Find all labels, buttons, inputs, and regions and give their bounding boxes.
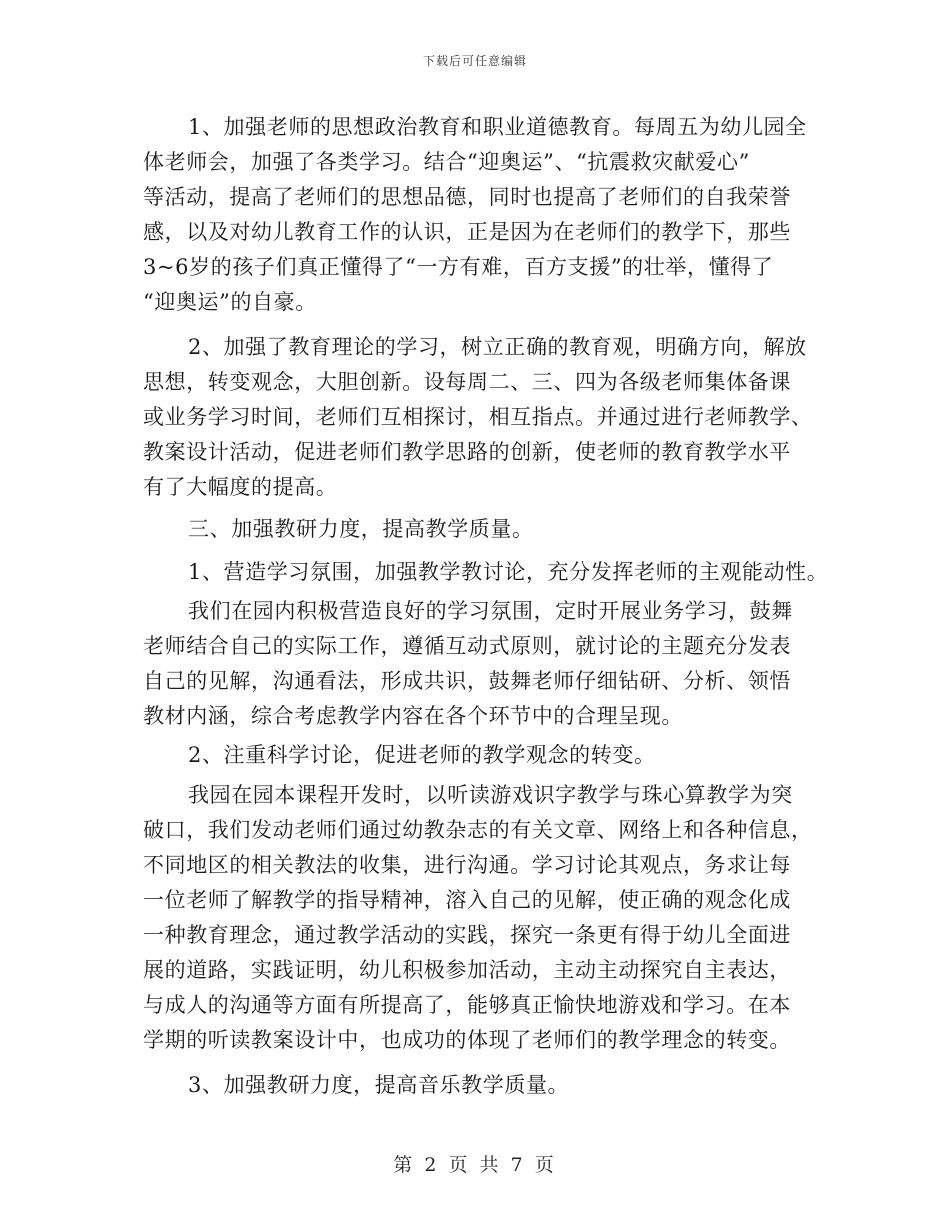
paragraph-line: 思想，转变观念，大胆创新。设每周二、三、四为各级老师集体备课 [143,370,791,394]
page-header: 下载后可任意编辑 [422,54,527,68]
paragraph-line: 或业务学习时间，老师们互相探讨，相互指点。并通过进行老师教学、 [143,405,813,429]
paragraph-line: 展的道路，实践证明，幼儿积极参加活动，主动主动探究自主表达， [143,958,791,982]
page-label-mid: 页 共 [448,1154,502,1176]
current-page-number: 2 [424,1154,440,1176]
paragraph-line: 我园在园本课程开发时，以听读游戏识字教学与珠心算教学为突 [188,783,793,807]
subsection-heading: 3、加强教研力度，提高音乐教学质量。 [188,1073,570,1097]
paragraph-line: 自己的见解，沟通看法，形成共识，鼓舞老师仔细钻研、分析、领悟 [143,669,791,693]
paragraph-line: 一位老师了解教学的指导精神，溶入自己的见解，使正确的观念化成 [143,888,791,912]
paragraph-line: 学期的听读教案设计中，也成功的体现了老师们的教学理念的转变。 [143,1028,791,1052]
paragraph-line: 老师结合自己的实际工作，遵循互动式原则，就讨论的主题充分发表 [143,634,791,658]
paragraph-line: 教案设计活动，促进老师们教学思路的创新，使老师的教育教学水平 [143,440,791,464]
page-label-suffix: 页 [534,1154,557,1176]
paragraph-line: 教材内涵，综合考虑教学内容在各个环节中的合理呈现。 [143,704,683,728]
paragraph-line: 1、加强老师的思想政治教育和职业道德教育。每周五为幼儿园全 [188,115,807,139]
page-footer [0,1150,950,1177]
page-label-prefix: 第 [393,1154,416,1176]
paragraph-line: 3~6岁的孩子们真正懂得了“一方有难，百方支援”的壮举，懂得了 [143,255,774,279]
total-pages-number: 7 [510,1154,526,1176]
paragraph-line: 有了大幅度的提高。 [143,475,338,499]
paragraph-line: 一种教育理念，通过教学活动的实践，探究一条更有得于幼儿全面进 [143,923,791,947]
paragraph-line: 不同地区的相关教法的收集，进行沟通。学习讨论其观点，务求让每 [143,853,791,877]
paragraph-line: “迎奥运”的自豪。 [143,290,317,314]
paragraph-line: 我们在园内积极营造良好的学习氛围，定时开展业务学习，鼓舞 [188,599,793,623]
paragraph-line: 等活动，提高了老师们的思想品德，同时也提高了老师们的自我荣誉 [143,185,791,209]
paragraph-line: 破口，我们发动老师们通过幼教杂志的有关文章、网络上和各种信息， [143,818,813,842]
paragraph-line: 体老师会，加强了各类学习。结合“迎奥运”、“抗震救灾献爱心” [143,150,750,174]
paragraph-line: 2、加强了教育理论的学习，树立正确的教育观，明确方向，解放 [188,335,807,359]
paragraph-line: 感，以及对幼儿教育工作的认识，正是因为在老师们的教学下，那些 [143,220,791,244]
section-heading: 三、加强教研力度，提高教学质量。 [188,517,534,541]
paragraph-line: 与成人的沟通等方面有所提高了，能够真正愉快地游戏和学习。在本 [143,993,791,1017]
subsection-heading: 2、注重科学讨论，促进老师的教学观念的转变。 [188,743,656,767]
subsection-heading: 1、营造学习氛围，加强教学教讨论，充分发挥老师的主观能动性。 [188,560,829,584]
